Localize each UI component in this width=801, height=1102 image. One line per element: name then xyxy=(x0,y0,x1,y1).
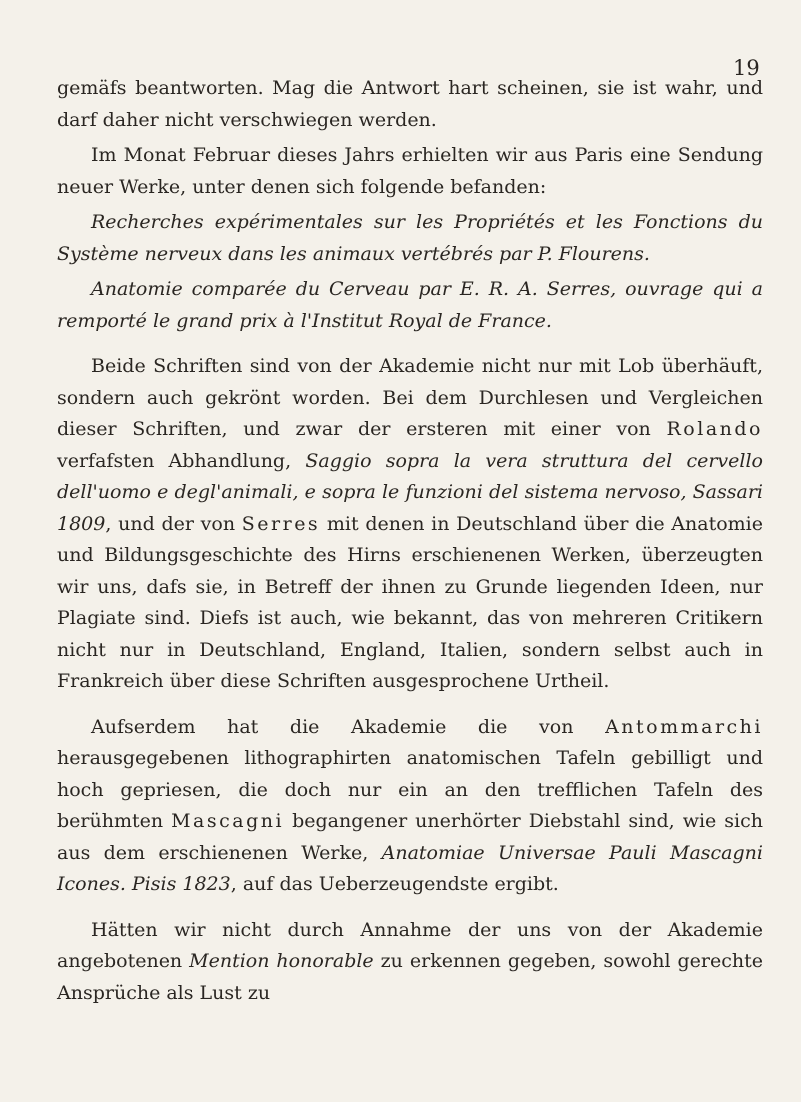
paragraph-plagiarism-text-c: , und der von xyxy=(105,512,242,535)
paragraph-plates xyxy=(57,712,763,901)
page-number: 19 xyxy=(733,56,760,80)
paragraph-plates-text-c: begangener unerhörter Diebstahl sind, wie sich aus dem erschienenen Werke, xyxy=(57,810,763,864)
author-rolando: Rolando xyxy=(666,418,763,440)
book-title-serres: Anatomie comparée du Cerveau par E. R. A. Serres, ouvrage qui a remporté le grand prix à l'Institut Royal de France. xyxy=(57,278,763,332)
paragraph-plates-text-b: herausgegebenen lithographirten anatomischen Tafeln gebilligt und hoch gepriesen, die doch nur ein an den trefflichen Tafeln des berühmten xyxy=(57,747,763,832)
work-title-anatomiae: Anatomiae Universae Pauli Mascagni Icones. Pisis 1823 xyxy=(57,841,763,895)
mention-honorable: Mention honorable xyxy=(189,950,374,972)
paragraph-plagiarism-text-a: Beide Schriften sind von der Akademie nicht nur mit Lob überhäuft, sondern auch gekrönt worden. Bei dem Durchlesen und Vergleichen dieser Schriften, und zwar der ersteren mit einer von xyxy=(57,355,763,440)
work-title-saggio: Saggio sopra la vera struttura del cervello dell'uomo e degl'animali, e sopra le funzioni del sistema nervoso, Sassari 1809 xyxy=(57,449,763,535)
book-title-flourens: Recherches expérimentales sur les Propriétés et les Fonctions du Système nerveux dans les animaux vertébrés par P. Flourens. xyxy=(57,211,763,265)
paragraph-shipment: Im Monat Februar dieses Jahrs erhielten wir aus Paris eine Sendung neuer Werke, unter denen sich folgende befanden: xyxy=(57,144,763,198)
paragraph-mention xyxy=(57,915,763,1010)
paragraph-mention-text-b: zu erkennen gegeben, sowohl gerechte Ansprüche als Lust zu xyxy=(57,950,763,1004)
author-mascagni: Mascagni xyxy=(171,810,285,832)
paragraph-plates-text-d: , auf das Ueberzeugendste ergibt. xyxy=(230,873,559,895)
paragraph-plagiarism xyxy=(57,351,763,698)
paragraph-plagiarism-text-d: mit denen in Deutschland über die Anatomie und Bildungsgeschichte des Hirns erschienenen Werken, überzeugten wir uns, dafs sie, in Betreff der ihnen zu Grunde liegenden Ideen, nur Plagiate sind. Diefs ist auch, wie bekannt, das von mehreren Critikern nicht nur in Deutschland, England, Italien, sondern selbst auch in Frankreich über diese Schriften ausgesprochene Urtheil. xyxy=(57,512,763,692)
author-antommarchi: Antommarchi xyxy=(605,715,763,738)
author-serres: Serres xyxy=(241,512,321,535)
paragraph-plagiarism-text-b: verfafsten Abhandlung, xyxy=(57,449,306,472)
paragraph-intro: gemäfs beantworten. Mag die Antwort hart scheinen, sie ist wahr, und darf daher nicht verschwiegen werden. xyxy=(57,77,763,131)
paragraph-mention-text-a: Hätten wir nicht durch Annahme der uns von der Akademie angebotenen xyxy=(57,918,763,972)
paragraph-plates-text-a: Aufserdem hat die Akademie die von xyxy=(91,715,606,738)
page-body xyxy=(57,73,763,1009)
